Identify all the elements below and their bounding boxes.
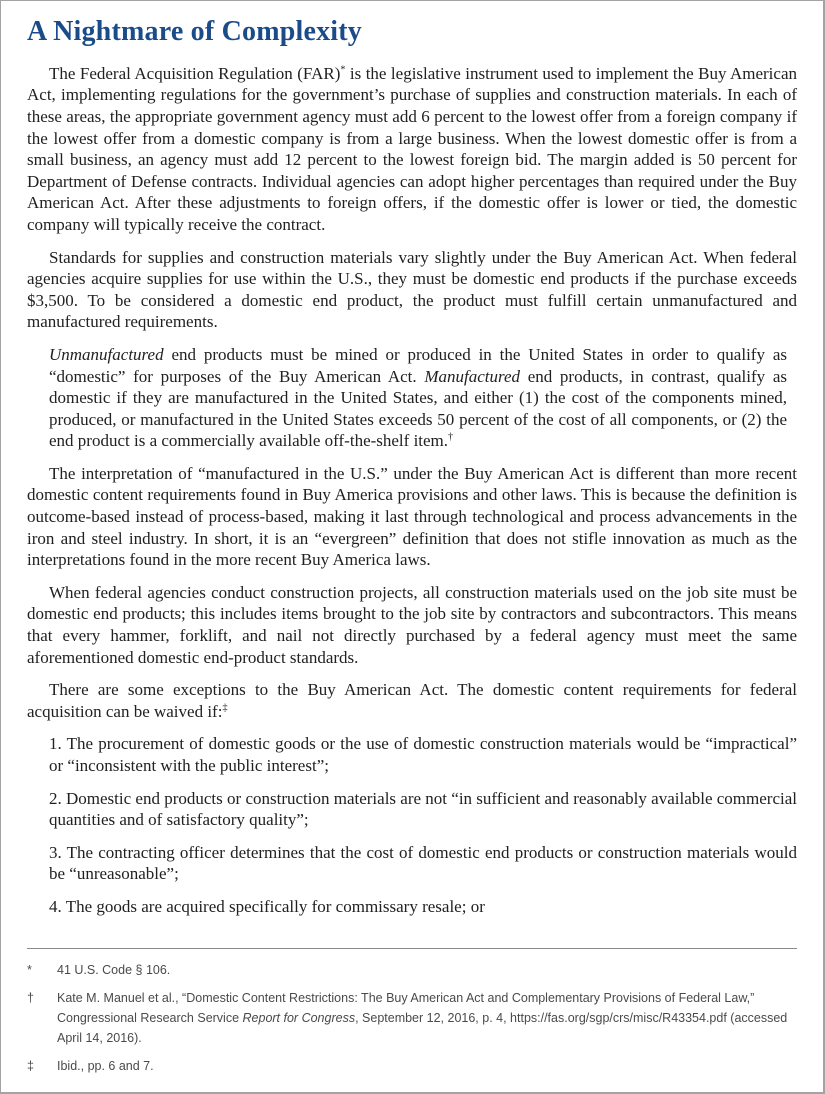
paragraph-construction: When federal agencies conduct construction projects, all construction materials used on the job site must be domestic end products; this includes items brought to the job site by contractors and subcontractors. This means that every hammer, forklift, and nail not directly purchased by a federal agency must meet the same aforementioned domestic end-product standards. bbox=[27, 582, 797, 667]
italic-term-manufactured: Manufactured bbox=[424, 366, 521, 386]
paragraph-text: There are some exceptions to the Buy American Act. The domestic content requirements for federal acquisition can be waived if: bbox=[27, 680, 797, 721]
paragraph-text: The Federal Acquisition Regulation (FAR) bbox=[49, 63, 341, 83]
list-item-3: 3. The contracting officer determines that the cost of domestic end products or construction materials would be “unreasonable”; bbox=[49, 842, 797, 884]
footnote-citation: , September 12, 2016, p. 4, https://fas.org/sgp/crs/misc/R43354.pdf (accessed April 14, 2016). bbox=[57, 1011, 788, 1045]
footnote-citation-italic: Report for Congress bbox=[242, 1011, 356, 1025]
list-item-1: 1. The procurement of domestic goods or the use of domestic construction materials would be “impractical” or “inconsistent with the public interest”; bbox=[49, 734, 797, 776]
footnote-ref-double-dagger: ‡ bbox=[222, 702, 228, 714]
footnote-citation: Kate M. Manuel et al., “Domestic Content Restrictions: The Buy American Act and Complementary Provisions of Federal Law,” Congressional Research Service bbox=[57, 991, 755, 1025]
italic-term-unmanufactured: Unmanufactured bbox=[49, 344, 164, 364]
list-item-2: 2. Domestic end products or construction materials are not “in sufficient and reasonably available commercial quantities and of satisfactory quality”; bbox=[49, 788, 797, 830]
list-item-4: 4. The goods are acquired specifically for commissary resale; or bbox=[49, 896, 485, 916]
paragraph-text: is the legislative instrument used to implement the Buy American Act, implementing regulations for the government’s purchase of supplies and construction materials. In each of these areas, the appropriate government agency must add 6 percent to the lowest offer from a foreign company if the lowest offer from a domestic company is from a large business. When the lowest domestic offer is from a small business, an agency must add 12 percent to the lowest foreign bid. The margin added is 50 percent for Department of Defense contracts. Individual agencies can adopt higher percentages than required under the Buy American Act. After these adjustments to foreign offers, if the domestic offer is lower or tied, the domestic company will typically receive the contract. bbox=[27, 63, 797, 234]
quote-text: end products must be mined or produced in the United States in order to qualify as “domestic” for purposes of the Buy American Act. bbox=[49, 344, 787, 386]
footnote-1 bbox=[27, 960, 797, 980]
footnote-ref-asterisk: * bbox=[340, 64, 346, 76]
footnote-text bbox=[57, 988, 797, 1048]
quote-text: end products, in contrast, qualify as domestic if they are manufactured in the United States, and either (1) the cost of the components mined, produced, or manufactured in the United States exceeds 50 percent of the cost of all components, or (2) the end product is a commercially available off-the-shelf item. bbox=[49, 366, 787, 451]
footnote-divider bbox=[27, 948, 797, 949]
footnote-section bbox=[27, 948, 797, 1078]
footnote-text: 41 U.S. Code § 106. bbox=[57, 963, 171, 977]
footnote-2 bbox=[27, 988, 797, 1048]
footnote-text: Ibid., pp. 6 and 7. bbox=[57, 1059, 154, 1073]
paragraph-exceptions bbox=[27, 679, 797, 722]
page-title: A Nightmare of Complexity bbox=[27, 16, 362, 47]
footnote-3 bbox=[27, 1056, 797, 1076]
footnote-marker: * bbox=[27, 963, 32, 977]
paragraph-far-intro bbox=[27, 63, 797, 236]
footnote-marker: † bbox=[27, 991, 34, 1005]
paragraph-standards: Standards for supplies and construction materials vary slightly under the Buy American Act. When federal agencies acquire supplies for use within the U.S., they must be domestic end products if the purchase exceeds $3,500. To be considered a domestic end product, the product must fulfill certain unmanufactured and manufactured requirements. bbox=[27, 247, 797, 332]
footnote-ref-dagger: † bbox=[448, 431, 454, 443]
paragraph-interpretation: The interpretation of “manufactured in the U.S.” under the Buy American Act is different than more recent domestic content requirements found in Buy America provisions and other laws. This is because the definition is outcome-based instead of process-based, making it last through technological and process advancements in the iron and steel industry. In short, it is an “evergreen” definition that does not stifle innovation as much as the interpretations found in the more recent Buy America laws. bbox=[27, 463, 797, 570]
block-quote-unmanufactured bbox=[49, 344, 787, 452]
footnote-marker: ‡ bbox=[27, 1059, 34, 1073]
